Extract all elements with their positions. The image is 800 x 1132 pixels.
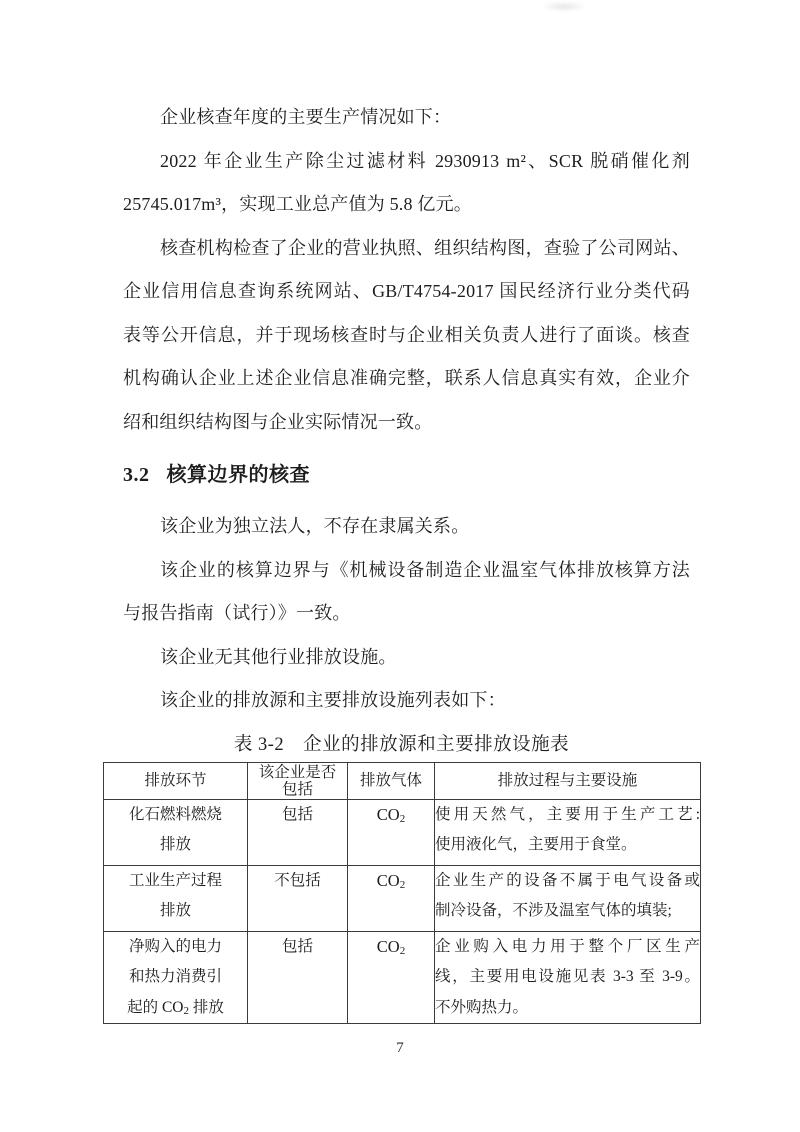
cell-text: 企业生产的设备不属于电气设备或	[435, 871, 700, 889]
header-text: 排放气体	[359, 772, 422, 789]
table-header-row	[104, 762, 701, 799]
gas-formula	[377, 866, 405, 897]
section-number: 3.2	[123, 464, 150, 486]
cell-text: 工业生产过程	[128, 871, 222, 889]
cell-included	[248, 799, 348, 865]
text-line: 与报告指南（试行）》一致。	[123, 603, 351, 623]
cell-stage	[104, 799, 248, 865]
cell-text: 化石燃料燃烧	[128, 805, 222, 823]
paragraph-boundary-guideline	[123, 549, 690, 636]
gas-formula	[377, 932, 405, 963]
text-line: 该企业的排放源和主要排放设施列表如下：	[160, 690, 506, 710]
text-line: 机构确认企业上述企业信息准确完整，联系人信息真实有效，企业介	[123, 368, 690, 388]
page-content	[123, 96, 700, 1024]
cell-text: 使用液化气，主要用于食堂。	[435, 836, 637, 853]
table-row	[104, 865, 701, 931]
paragraph-production-intro	[123, 96, 690, 140]
table-row	[104, 799, 701, 865]
gas-subscript: 2	[399, 812, 406, 825]
cell-gas	[348, 799, 435, 865]
cell-text: 净购入的电力	[128, 937, 222, 955]
cell-text: 不外购热力。	[435, 998, 529, 1016]
page-number: 7	[396, 1040, 404, 1056]
cell-stage	[104, 931, 248, 1024]
text-line: 2022 年企业生产除尘过滤材料 2930913 m²、SCR 脱硝催化剂	[160, 150, 690, 171]
cell-text	[104, 993, 247, 1024]
cell-included	[248, 931, 348, 1024]
emission-sources-table	[103, 762, 701, 1025]
gas-formula	[377, 800, 405, 831]
text-line: 该企业无其他行业排放设施。	[160, 646, 397, 667]
header-process-facilities	[435, 762, 701, 799]
header-text: 该企业是否	[258, 763, 337, 781]
paragraph-table-lead-in	[123, 679, 690, 723]
header-text: 排放过程与主要设施	[497, 772, 638, 789]
table-row	[104, 931, 701, 1024]
cell-included	[248, 865, 348, 931]
paragraph-legal-entity	[123, 505, 690, 549]
table-caption: 表 3-2 企业的排放源和主要排放设施表	[233, 734, 570, 755]
gas-base: CO	[376, 804, 400, 824]
cell-text: 企业购入电力用于整个厂区生产	[435, 937, 700, 955]
cell-stage	[104, 865, 248, 931]
cell-text: 排放	[159, 836, 191, 853]
header-emission-gas	[348, 762, 435, 799]
header-emission-stage	[104, 762, 248, 799]
paragraph-production-figures	[123, 140, 690, 227]
text-line: 企业信用信息查询系统网站、GB/T4754-2017 国民经济行业分类代码	[123, 281, 690, 301]
paragraph-no-other-facilities	[123, 636, 690, 680]
cell-process	[435, 865, 701, 931]
text-line: 表等公开信息，并于现场核查时与企业相关负责人进行了面谈。核查	[123, 324, 690, 345]
header-text: 包括	[281, 780, 313, 798]
text-line: 绍和组织结构图与企业实际情况一致。	[123, 411, 433, 432]
cell-text: 包括	[281, 805, 313, 823]
cell-text: 制冷设备，不涉及温室气体的填装;	[435, 902, 672, 919]
gas-base: CO	[376, 936, 400, 956]
text-line: 该企业的核算边界与《机械设备制造企业温室气体排放核算方法	[160, 559, 690, 580]
cell-process	[435, 799, 701, 865]
text-line: 25745.017m³，实现工业总产值为 5.8 亿元。	[123, 194, 472, 214]
cell-text: 不包括	[274, 871, 321, 889]
cell-text: 线，主要用电设施见表 3-3 至 3-9。	[435, 968, 700, 985]
cell-text: 包括	[281, 937, 313, 955]
gas-subscript: 2	[399, 944, 406, 957]
paragraph-verification-checks	[123, 227, 690, 445]
text-line: 企业核查年度的主要生产情况如下：	[160, 107, 452, 127]
section-heading	[123, 461, 690, 489]
cell-text-part: 排放	[189, 998, 224, 1016]
header-text: 排放环节	[144, 772, 207, 789]
header-included	[248, 762, 348, 799]
cell-text: 使用天然气，主要用于生产工艺:	[435, 805, 700, 823]
cell-text: 排放	[159, 902, 191, 919]
text-line: 核查机构检查了企业的营业执照、组织结构图，查验了公司网站、	[160, 237, 690, 258]
cell-gas	[348, 865, 435, 931]
cell-process	[435, 931, 701, 1024]
text-line: 该企业为独立法人，不存在隶属关系。	[160, 516, 470, 536]
gas-subscript: 2	[399, 878, 406, 891]
gas-base: CO	[376, 870, 400, 890]
cell-gas	[348, 931, 435, 1024]
section-title: 核算边界的核查	[166, 464, 310, 486]
gas-subscript: 2	[183, 1004, 190, 1017]
scan-artifact	[541, 1, 587, 12]
cell-text-part: 起的 CO	[127, 998, 184, 1016]
cell-text: 和热力消费引	[128, 968, 222, 985]
